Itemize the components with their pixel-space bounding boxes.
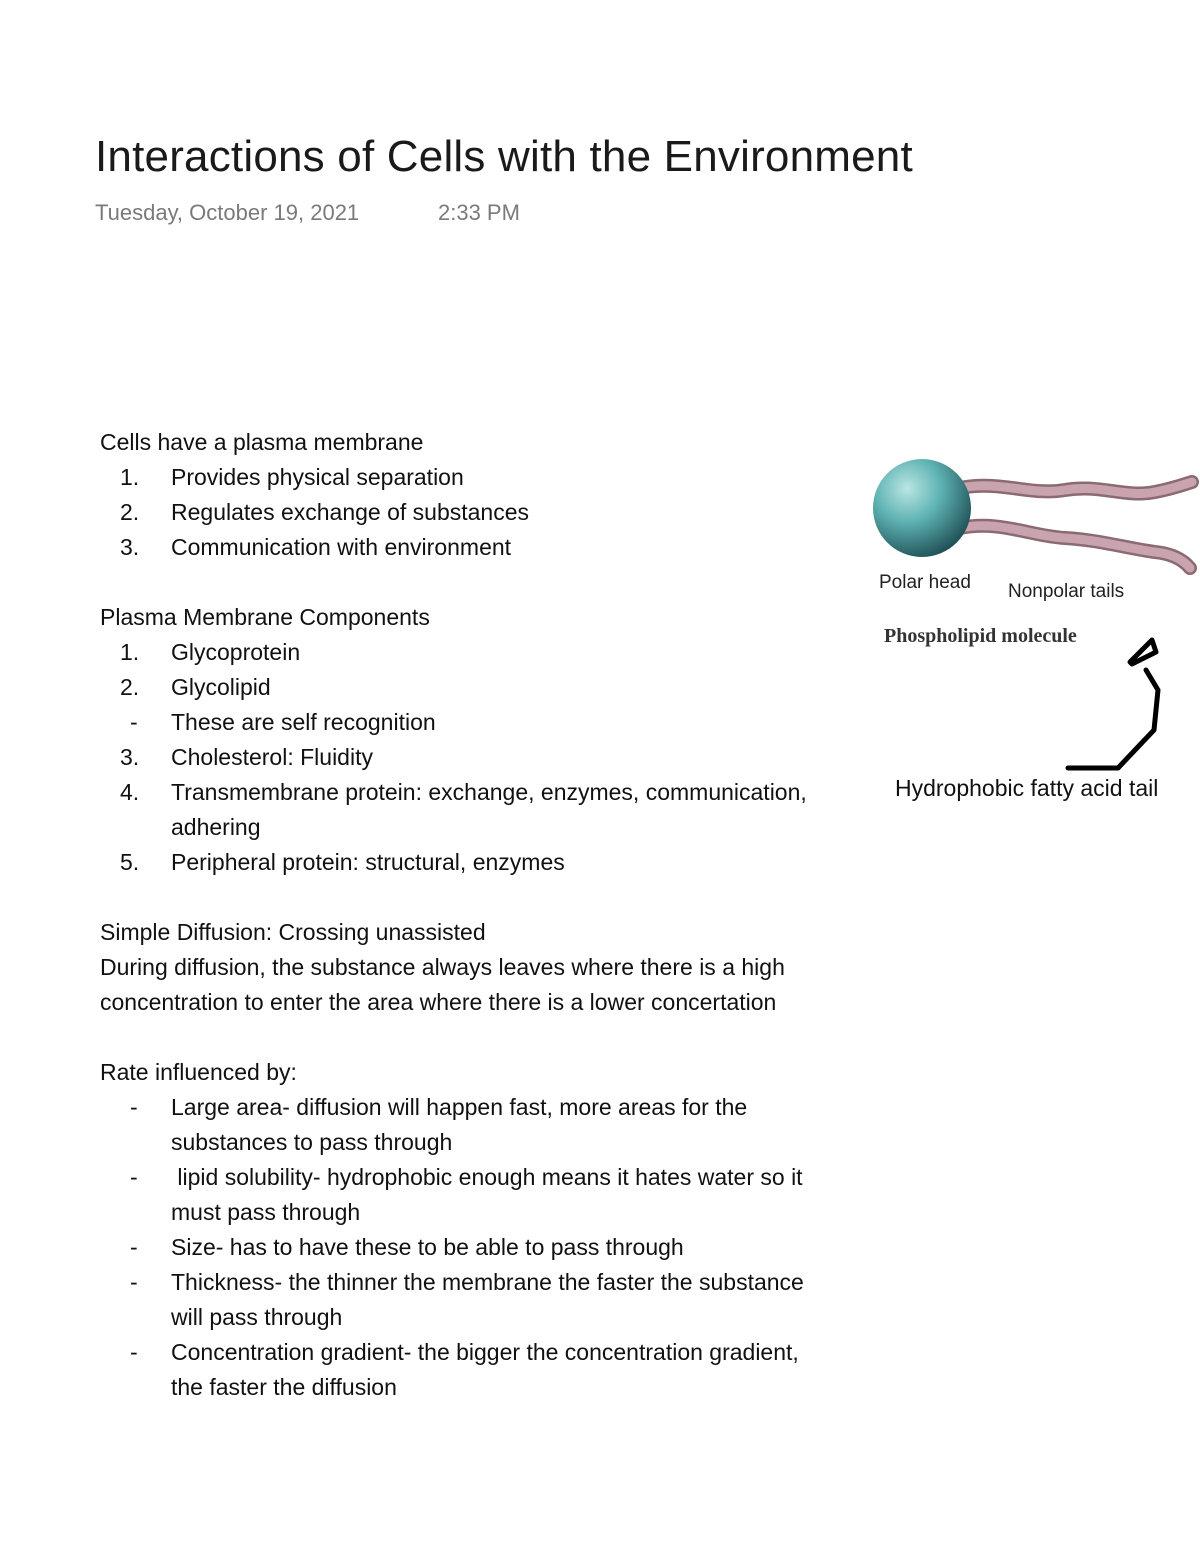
list-item-text-continued: adhering <box>171 814 261 840</box>
label-nonpolar-tails: Nonpolar tails <box>1008 581 1125 602</box>
hand-drawn-arrow-icon <box>1060 630 1170 780</box>
list-item-text: Regulates exchange of substances <box>171 499 530 525</box>
list-dash: - <box>130 709 138 735</box>
list-number: 5. <box>120 849 140 875</box>
list-item <box>100 1230 920 1265</box>
label-polar-head: Polar head <box>879 572 971 593</box>
components-list <box>100 635 920 880</box>
list-item-text: Concentration gradient- the bigger the concentration gradient, <box>171 1339 799 1365</box>
list-item-text: Glycoprotein <box>171 639 301 665</box>
list-item <box>100 1090 920 1160</box>
list-item <box>100 705 920 740</box>
list-number: 2. <box>120 674 140 700</box>
note-time: 2:33 PM <box>438 200 520 225</box>
membrane-list <box>100 460 920 565</box>
list-item <box>100 495 920 530</box>
polar-head <box>873 459 971 557</box>
list-item-text: These are self recognition <box>171 709 436 735</box>
list-item <box>100 775 920 845</box>
section-heading-components: Plasma Membrane Components <box>100 604 430 630</box>
list-item-text-continued: the faster the diffusion <box>171 1374 397 1400</box>
list-number: 1. <box>120 639 140 665</box>
list-item-text: Peripheral protein: structural, enzymes <box>171 849 565 875</box>
list-item <box>100 740 920 775</box>
note-date: Tuesday, October 19, 2021 <box>95 200 360 225</box>
list-number: 1. <box>120 464 140 490</box>
list-number: 2. <box>120 499 140 525</box>
diffusion-text-line: concentration to enter the area where there is a lower concertation <box>100 989 777 1015</box>
list-item-text: lipid solubility- hydrophobic enough means it hates water so it <box>171 1164 803 1190</box>
section-heading-rate: Rate influenced by: <box>100 1059 297 1085</box>
diffusion-text-line: During diffusion, the substance always leaves where there is a high <box>100 954 785 980</box>
list-item-text-continued: substances to pass through <box>171 1129 453 1155</box>
diagram-caption: Phospholipid molecule <box>884 625 1077 647</box>
list-dash: - <box>130 1234 138 1260</box>
list-item <box>100 1335 920 1405</box>
list-item-text-continued: must pass through <box>171 1199 361 1225</box>
section-heading-membrane: Cells have a plasma membrane <box>100 429 424 455</box>
list-item-text-continued: will pass through <box>171 1304 343 1330</box>
list-item <box>100 845 920 880</box>
list-item <box>100 460 920 495</box>
section-heading-diffusion: Simple Diffusion: Crossing unassisted <box>100 919 486 945</box>
list-item-text: Glycolipid <box>171 674 271 700</box>
list-item-text: Thickness- the thinner the membrane the faster the substance <box>171 1269 804 1295</box>
list-dash: - <box>130 1269 138 1295</box>
list-dash: - <box>130 1164 138 1190</box>
list-item <box>100 670 920 705</box>
list-number: 3. <box>120 534 140 560</box>
list-item-text: Large area- diffusion will happen fast, more areas for the <box>171 1094 748 1120</box>
list-item <box>100 635 920 670</box>
list-item <box>100 1160 920 1230</box>
list-item <box>100 530 920 565</box>
note-body <box>100 425 920 1405</box>
list-number: 3. <box>120 744 140 770</box>
list-item-text: Communication with environment <box>171 534 512 560</box>
rate-list <box>100 1090 920 1405</box>
hydrophobic-tail-annotation: Hydrophobic fatty acid tail <box>895 775 1159 801</box>
list-number: 4. <box>120 779 140 805</box>
list-item <box>100 1265 920 1335</box>
list-item-text: Provides physical separation <box>171 464 464 490</box>
page-title: Interactions of Cells with the Environment <box>95 132 913 181</box>
list-item-text: Size- has to have these to be able to pass through <box>171 1234 684 1260</box>
nonpolar-tail-lower <box>960 526 1190 568</box>
list-item-text: Transmembrane protein: exchange, enzymes, communication, <box>171 779 807 805</box>
list-item-text: Cholesterol: Fluidity <box>171 744 373 770</box>
list-dash: - <box>130 1094 138 1120</box>
list-dash: - <box>130 1339 138 1365</box>
